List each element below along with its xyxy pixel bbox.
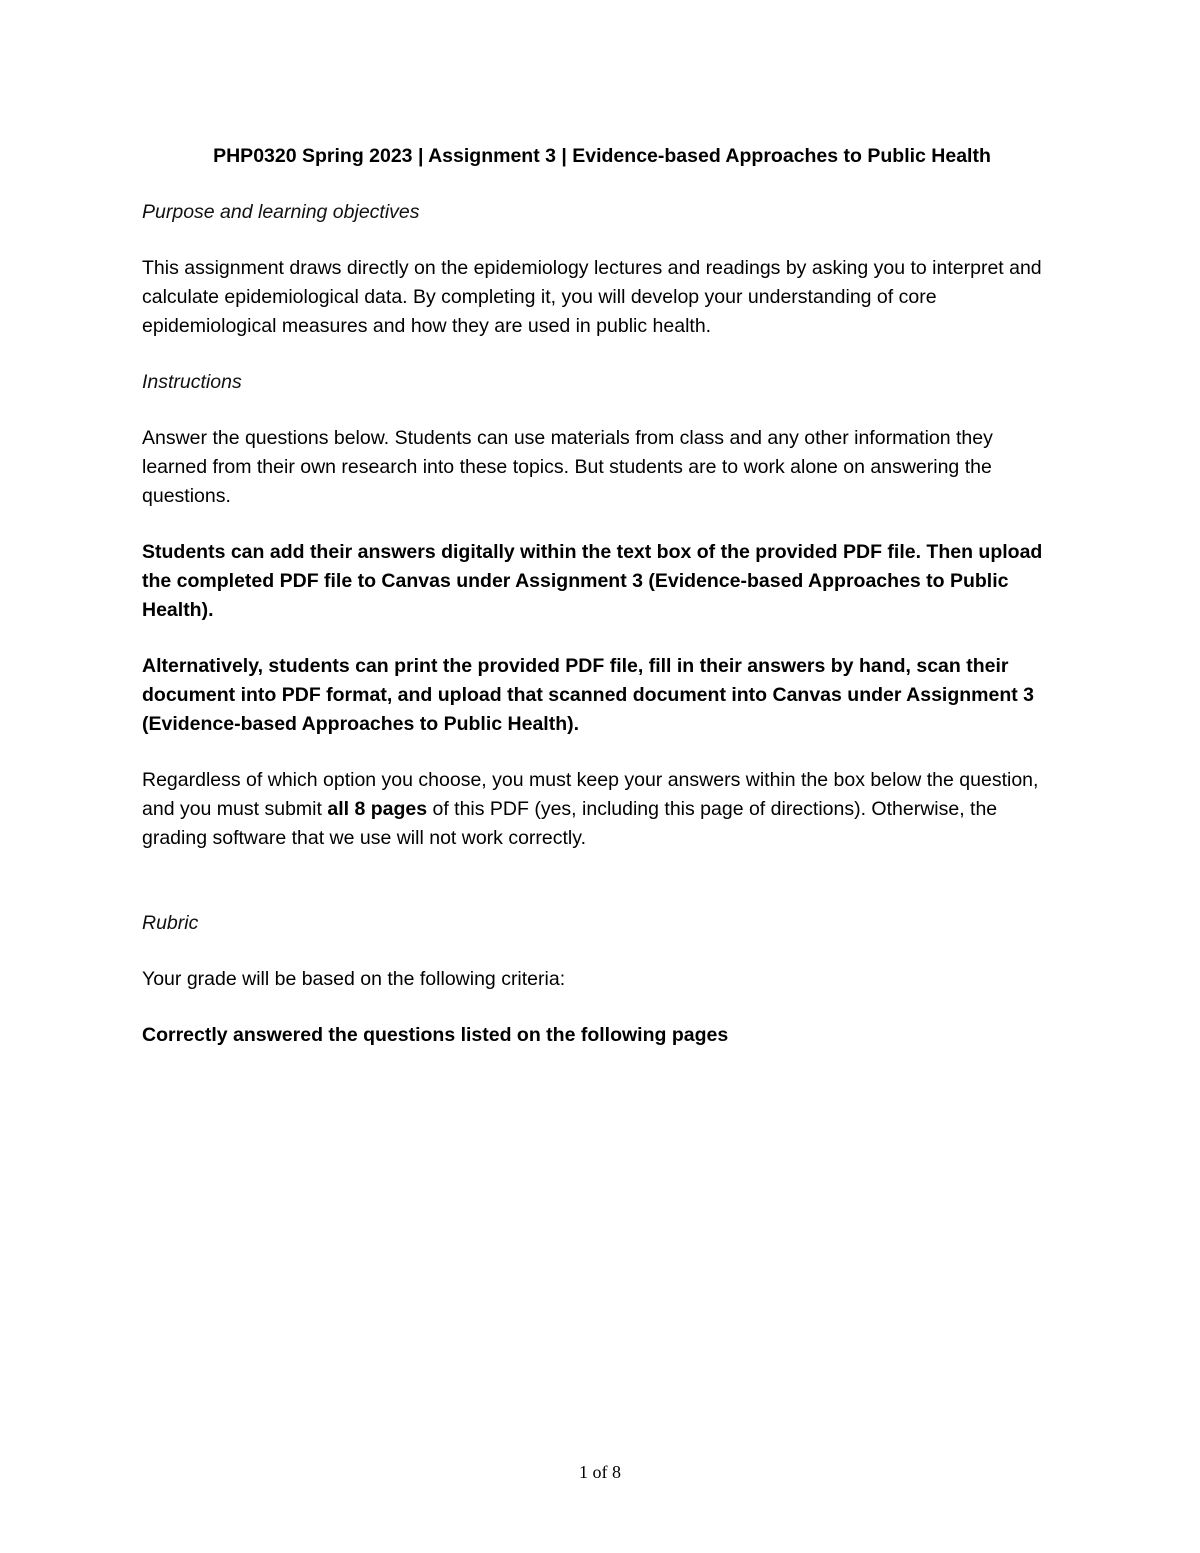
regardless-paragraph — [142, 766, 1062, 853]
page-number: 1 of 8 — [579, 1462, 621, 1482]
print-submission-paragraph: Alternatively, students can print the provided PDF file, fill in their answers by hand, scan their document into PDF format, and upload that scanned document into Canvas under Assignment 3 (Evidence-based Approaches to Public Health). — [142, 655, 1035, 735]
digital-submission-paragraph: Students can add their answers digitally within the text box of the provided PDF file. Then upload the completed PDF file to Canvas under Assignment 3 (Evidence-based Approaches to Public Health). — [142, 541, 1043, 621]
regardless-text-end: of this PDF (yes, including this page of directions). Otherwise, the grading software that we use will not work correctly. — [142, 798, 998, 849]
instructions-paragraph: Answer the questions below. Students can use materials from class and any other information they learned from their own research into these topics. But students are to work alone on answering the questions. — [142, 427, 993, 507]
rubric-heading: Rubric — [142, 912, 199, 934]
document-body — [142, 141, 1062, 1050]
regardless-text-start: Regardless of which option you choose, you must keep your answers within the box below the question, and you must submit — [142, 769, 1039, 820]
document-title: PHP0320 Spring 2023 | Assignment 3 | Evidence-based Approaches to Public Health — [213, 145, 991, 167]
instructions-heading: Instructions — [142, 371, 242, 393]
page-count-emphasis: all 8 pages — [327, 798, 428, 820]
purpose-paragraph: This assignment draws directly on the epidemiology lectures and readings by asking you to interpret and calculate epidemiological data. By completing it, you will develop your understanding of core epidemiological measures and how they are used in public health. — [142, 257, 1042, 337]
purpose-heading: Purpose and learning objectives — [142, 201, 420, 223]
rubric-intro: Your grade will be based on the following criteria: — [142, 968, 566, 990]
rubric-criterion: Correctly answered the questions listed on the following pages — [142, 1024, 729, 1046]
